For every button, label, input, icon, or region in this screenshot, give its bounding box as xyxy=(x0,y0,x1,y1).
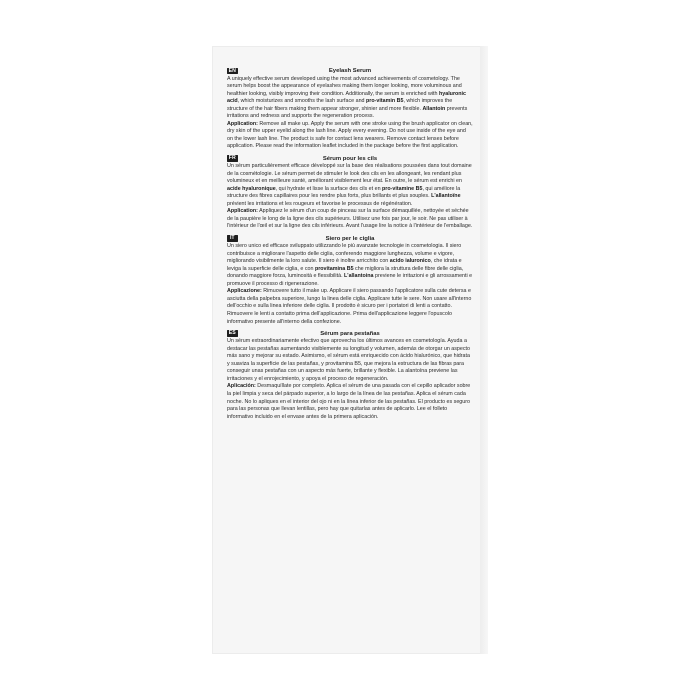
section-en xyxy=(227,67,473,151)
bold-term: acido ialuronico xyxy=(389,258,431,265)
text-run: Un siero unico ed efficace sviluppato utilizzando le più avanzate tecnologie in cosmetologia. Il siero contribuisce a migliorare l'aspetto delle ciglia, conferendo maggiore lunghezza, volume e vigore, migliorando visibilmente la loro salute. Il siero è inoltre arricchito con xyxy=(227,243,462,265)
text-run: previene le irritazioni e gli arrossamenti e promuove il processo di rigenerazione. xyxy=(227,273,473,287)
description-it xyxy=(227,243,473,288)
text-run: A uniquely effective serum developed using the most advanced achievements of cosmetology. The serum helps boost the appearance of eyelashes making them longer looking, more voluminous and healthier looking, visibly improving their condition. Additionally, the serum is enriched with xyxy=(227,75,462,97)
application-text-it: Rimuovere tutto il make up. Applicare il siero passando l'applicatore sulla cute detersa e asciutta della palpebra superiore, lungo la linea delle ciglia. Applicare tutte le sere. Non usare all'interno dell'occhio e sulla linea inferiore delle ciglia. Il prodotto è sicuro per i portatori di lenti a contatto. Rimuovere le lenti a contatto prima dell'applicazione. Prima dell'applicazione leggere l'opuscolo informativo presente all'interno della confezione. xyxy=(227,288,472,325)
section-fr xyxy=(227,155,473,231)
application-en xyxy=(227,121,473,151)
lang-badge-es: ES xyxy=(228,330,236,337)
description-en xyxy=(227,76,473,121)
bold-term: acide hyaluronique xyxy=(227,185,276,192)
application-label-es: Aplicación: xyxy=(227,383,256,390)
bold-term: L'allantoïne xyxy=(431,193,461,200)
section-es xyxy=(227,330,473,422)
application-label-it: Applicazione: xyxy=(227,288,262,295)
text-run: , qui hydrate et lisse la surface des cils et en xyxy=(275,185,383,192)
application-fr xyxy=(227,208,473,231)
section-it xyxy=(227,235,473,327)
text-run: , which improves the structure of the hair fibers making them appear stronger, shinier and more flexible. xyxy=(227,98,453,112)
application-text-en: Remove all make up. Apply the serum with one stroke using the brush applicator on clean, dry skin of the upper eyelid along the lash line. Apply every evening. Do not use inside of the eye and on the lower lash line. The product is safe for contact lens wearers. Remove contact lenses before application. Please read the information leaflet included in the package before the first application. xyxy=(227,120,473,150)
bold-term: provitamina B5 xyxy=(314,265,354,272)
bold-term: hyaluronic acid xyxy=(227,90,467,105)
lang-badge-en: EN xyxy=(228,67,236,74)
bold-term: L'allantoina xyxy=(344,273,374,280)
label-text-block xyxy=(227,67,473,425)
application-label-en: Application: xyxy=(227,120,258,127)
text-run: Un sérum particulièrement efficace développé sur la base des réalisations poussées dans tout domaine de la cosmétologie. Le sérum permet de stimuler le look des cils en les allongeant, les rendant plus volumineux et en meilleure santé, améliorant visiblement leur état. En outre, le sérum est enrichi en xyxy=(227,163,472,185)
lang-badge-fr: FR xyxy=(228,155,236,162)
bold-term: pro-vitamin B5 xyxy=(366,98,404,105)
text-run: che migliora la struttura delle fibre delle ciglia, donando maggiore forza, luminosità e flessibilità. xyxy=(227,265,464,280)
lang-badge-it: IT xyxy=(227,235,238,242)
description-fr xyxy=(227,163,473,208)
application-it xyxy=(227,288,473,326)
application-es xyxy=(227,383,473,421)
text-run: prévient les irritations et les rougeurs et favorise le processus de régénération. xyxy=(227,200,413,207)
text-run: prevents irritations and redness and supports the regeneration process. xyxy=(227,105,468,120)
section-title-it: Siero per le ciglia xyxy=(325,235,375,242)
application-label-fr: Application: xyxy=(227,208,258,215)
description-es xyxy=(227,338,473,383)
text-run: , qui améliore la structure des fibres capillaires pour les rendre plus forts, plus brillants et plus souples. xyxy=(227,185,461,200)
application-text-es: Desmaquíllate por completo. Aplica el sérum de una pasada con el cepillo aplicador sobre la piel limpia y seca del párpado superior, a lo largo de la línea de las pestañas. Aplica el sérum cada noche. No lo apliques en el interior del ojo ni en la línea inferior de las pestañas. El producto es seguro para las personas que llevan lentillas, pero hay que quitarlas antes de aplicarlo. Lee el folleto informativo incluido en el envase antes de la primera aplicación. xyxy=(227,383,471,420)
bold-term: pro-vitamine B5 xyxy=(382,185,423,192)
text-run: Un sérum extraordinariamente efectivo que aprovecha los últimos avances en cosmetología. Ayuda a destacar las pestañas aumentando visiblemente su longitud y volumen, además de otorgar un aspecto más sano y mejorar su estado. Asimismo, el sérum está enriquecido con ácido hialurónico, que hidrata y suaviza la superficie de las pestañas, y provitamina B5, que mejora la estructura de las fibras para conseguir unas pestañas con un aspecto más fuerte, brillante y flexible. La alantoína previene las irritaciones y el enrojecimiento, y apoya el proceso de regeneración. xyxy=(227,338,470,382)
section-title-fr: Sérum pour les cils xyxy=(322,155,378,162)
box-side-edge xyxy=(480,46,488,654)
section-title-es: Sérum para pestañas xyxy=(320,330,380,337)
text-run: , which moisturizes and smooths the lash surface and xyxy=(237,98,367,105)
section-title-en: Eyelash Serum xyxy=(328,68,372,74)
application-text-fr: Appliquez le sérum d'un coup de pinceau sur la surface démaquillée, nettoyée et séchée de la paupière le long de la ligne des cils supérieurs. Utilisez une fois par jour, le soir. Ne pas utiliser à l'intérieur de l'œil et sur la ligne des cils inférieurs. Avant l'usage lire la notice à l'intérieur de l'emballage. xyxy=(227,208,473,230)
text-run: , che idrata e leviga la superficie delle ciglia, e con xyxy=(227,258,462,272)
bold-term: Allantoin xyxy=(422,105,446,112)
